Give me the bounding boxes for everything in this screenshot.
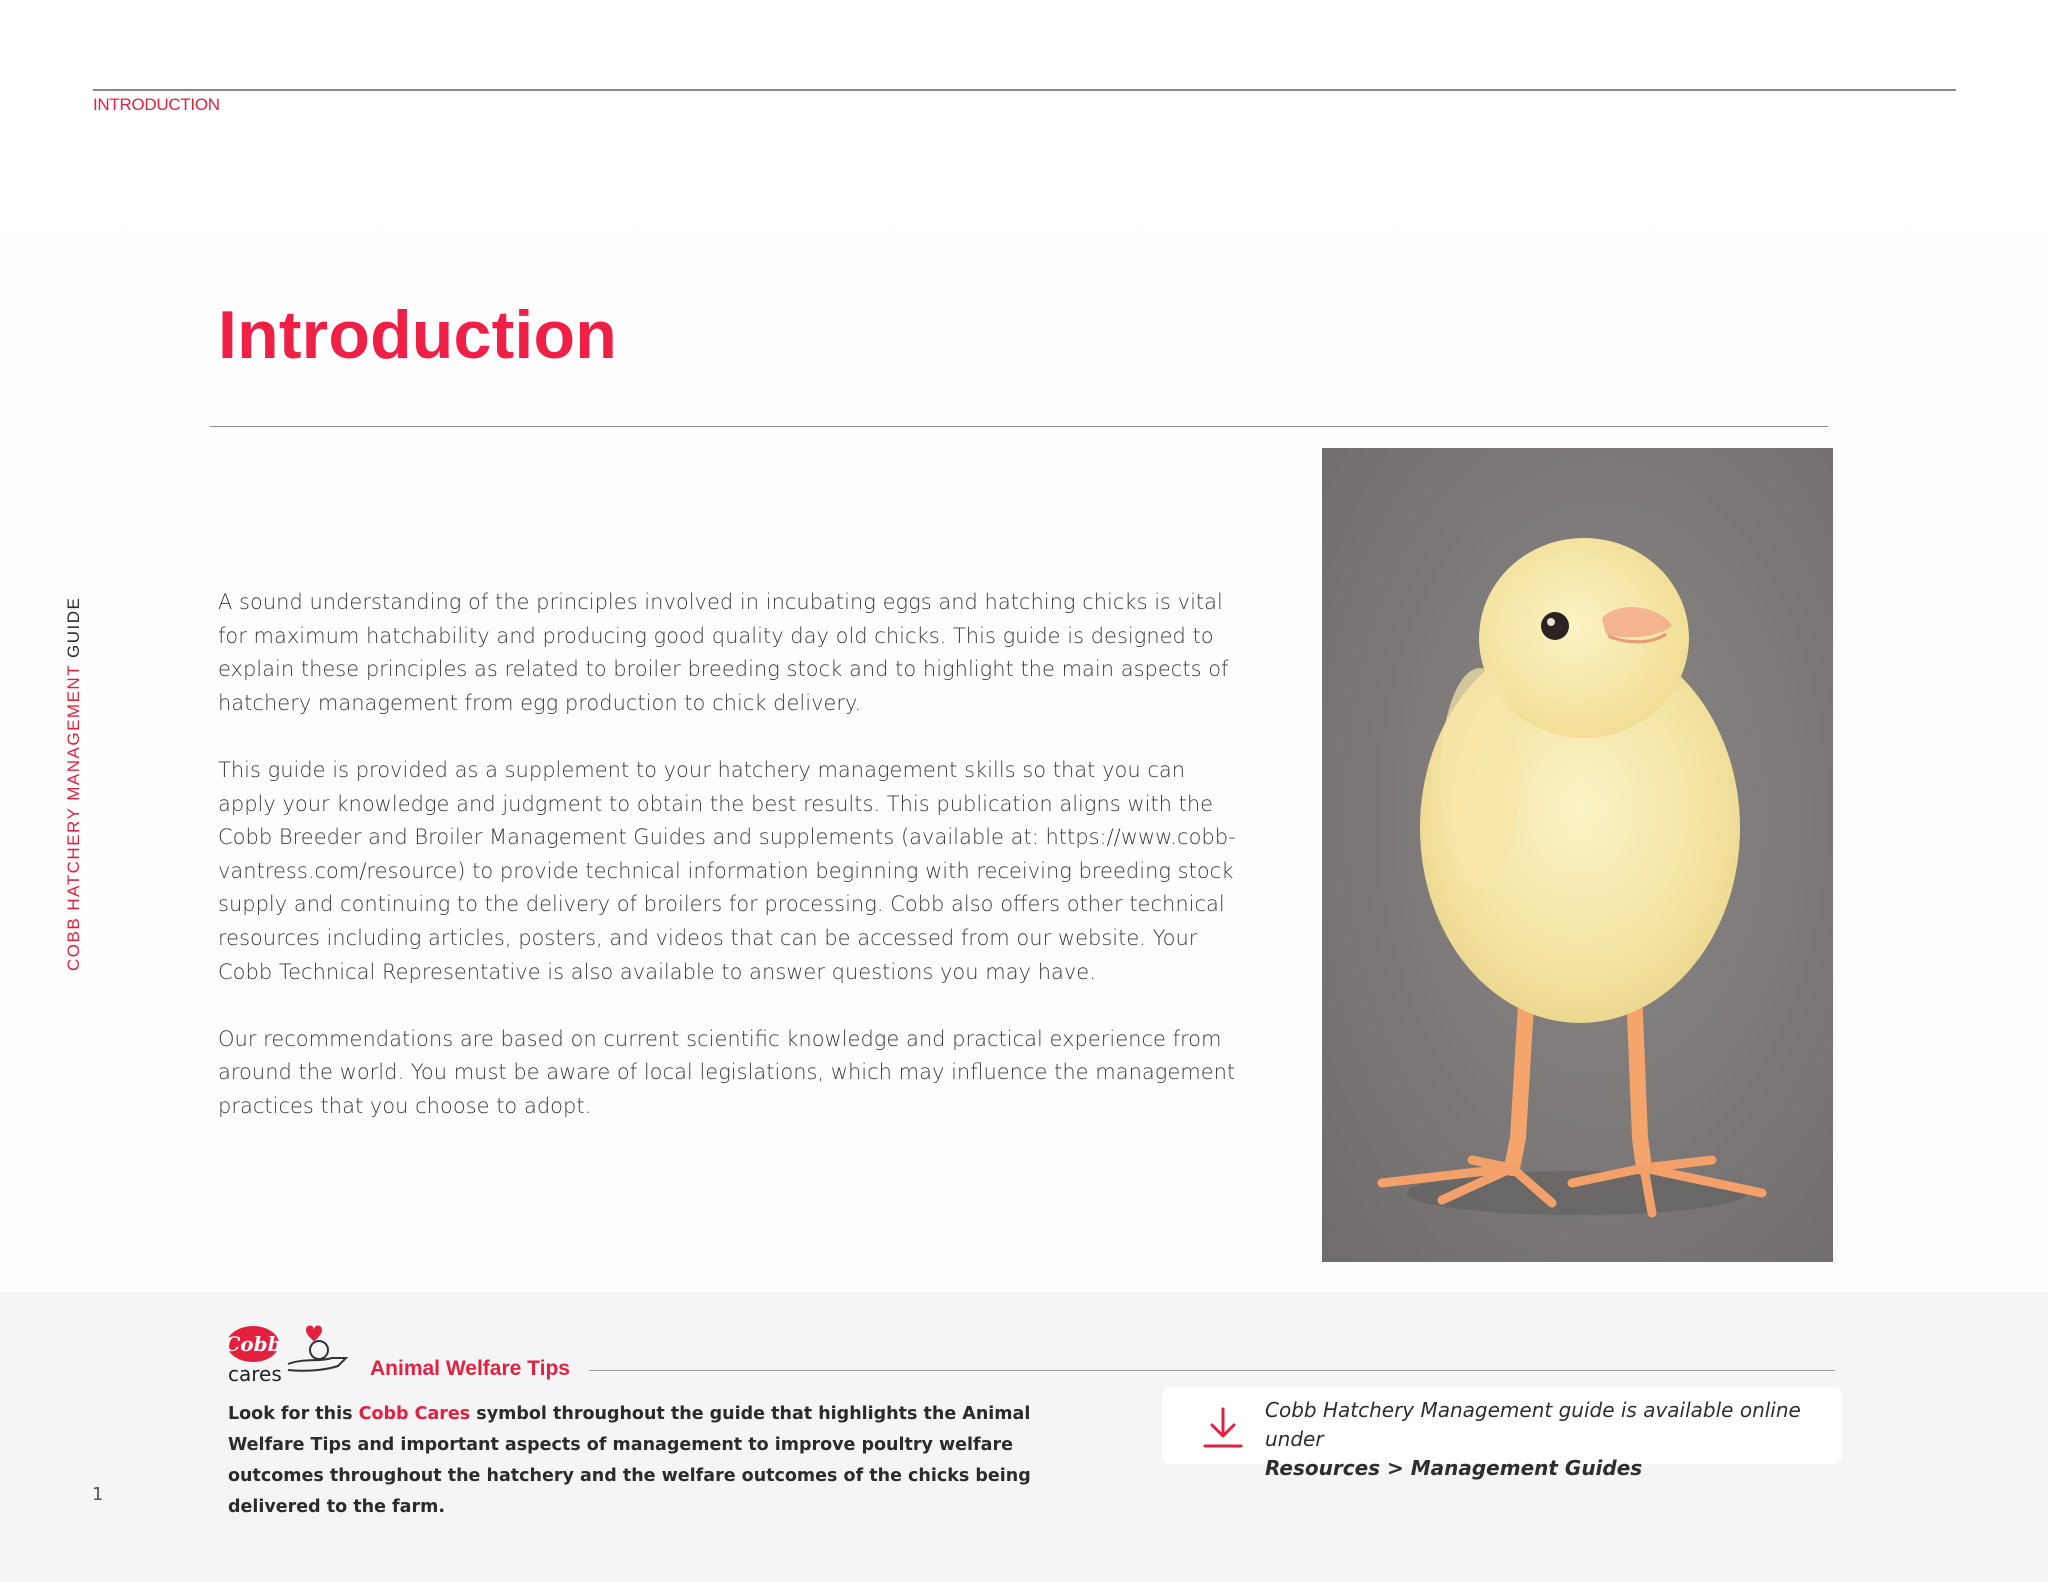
intro-paragraph: Our recommendations are based on current scientific knowledge and practical experience from around the world. You must be aware of local legislations, which may influence the management practices that you choose to adopt. (218, 1026, 1236, 1118)
download-icon (1202, 1405, 1244, 1449)
page-number: 1 (92, 1484, 104, 1505)
welfare-text (228, 1399, 1108, 1523)
cobb-logo-badge: Cobb (227, 1326, 279, 1362)
online-guide-callout (1162, 1387, 1842, 1480)
welfare-text-rest: symbol throughout the guide that highlights the Animal Welfare Tips and important aspects of management to improve poultry welfare outcomes throughout the hatchery and the welfare outcomes of the chicks being delivered to the farm. (228, 1404, 1031, 1517)
online-guide-text (1265, 1396, 1842, 1483)
chick-illustration (1322, 448, 1833, 1262)
intro-paragraph: A sound understanding of the principles involved in incubating eggs and hatching chicks is vital for maximum hatchability and producing good quality day old chicks. This guide is designed to explain these principles as related to broiler breeding stock and to highlight the main aspects of hatchery management from egg production to chick delivery. (218, 590, 1229, 715)
section-tag: INTRODUCTION (93, 95, 220, 114)
side-title-rest: GUIDE (64, 596, 83, 658)
side-running-title (64, 597, 84, 971)
page-title: Introduction (218, 297, 617, 373)
title-rule (210, 426, 1828, 427)
side-title-accent: COBB HATCHERY MANAGEMENT (64, 664, 83, 971)
welfare-rule (589, 1370, 1835, 1371)
intro-paragraph: This guide is provided as a supplement to your hatchery management skills so that you can apply your knowledge and judgment to obtain the best results. This publication aligns with the Cobb Breeder and Broiler Management Guides and supplements (available at: https://www.cobb-vantress.com/resource) to provide technical information beginning with receiving breeding stock supply and continuing to the delivery of broilers for processing. Cobb also offers other technical resources including articles, posters, and videos that can be accessed from our website. Your Cobb Technical Representative is also available to answer questions you may have. (218, 757, 1236, 984)
welfare-text-lead: Look for this (228, 1404, 359, 1424)
online-guide-path: Resources > Management Guides (1265, 1456, 1643, 1480)
welfare-title: Animal Welfare Tips (370, 1357, 570, 1380)
header-rule (93, 89, 1956, 91)
hand-heart-icon (286, 1318, 348, 1380)
online-guide-note: Cobb Hatchery Management guide is available online under (1265, 1398, 1801, 1451)
cobb-cares-logo (224, 1318, 349, 1388)
cobb-cares-link-text: Cobb Cares (358, 1404, 471, 1424)
cares-wordmark: cares (228, 1362, 282, 1386)
intro-body (218, 586, 1238, 1157)
chick-photo (1322, 448, 1833, 1262)
